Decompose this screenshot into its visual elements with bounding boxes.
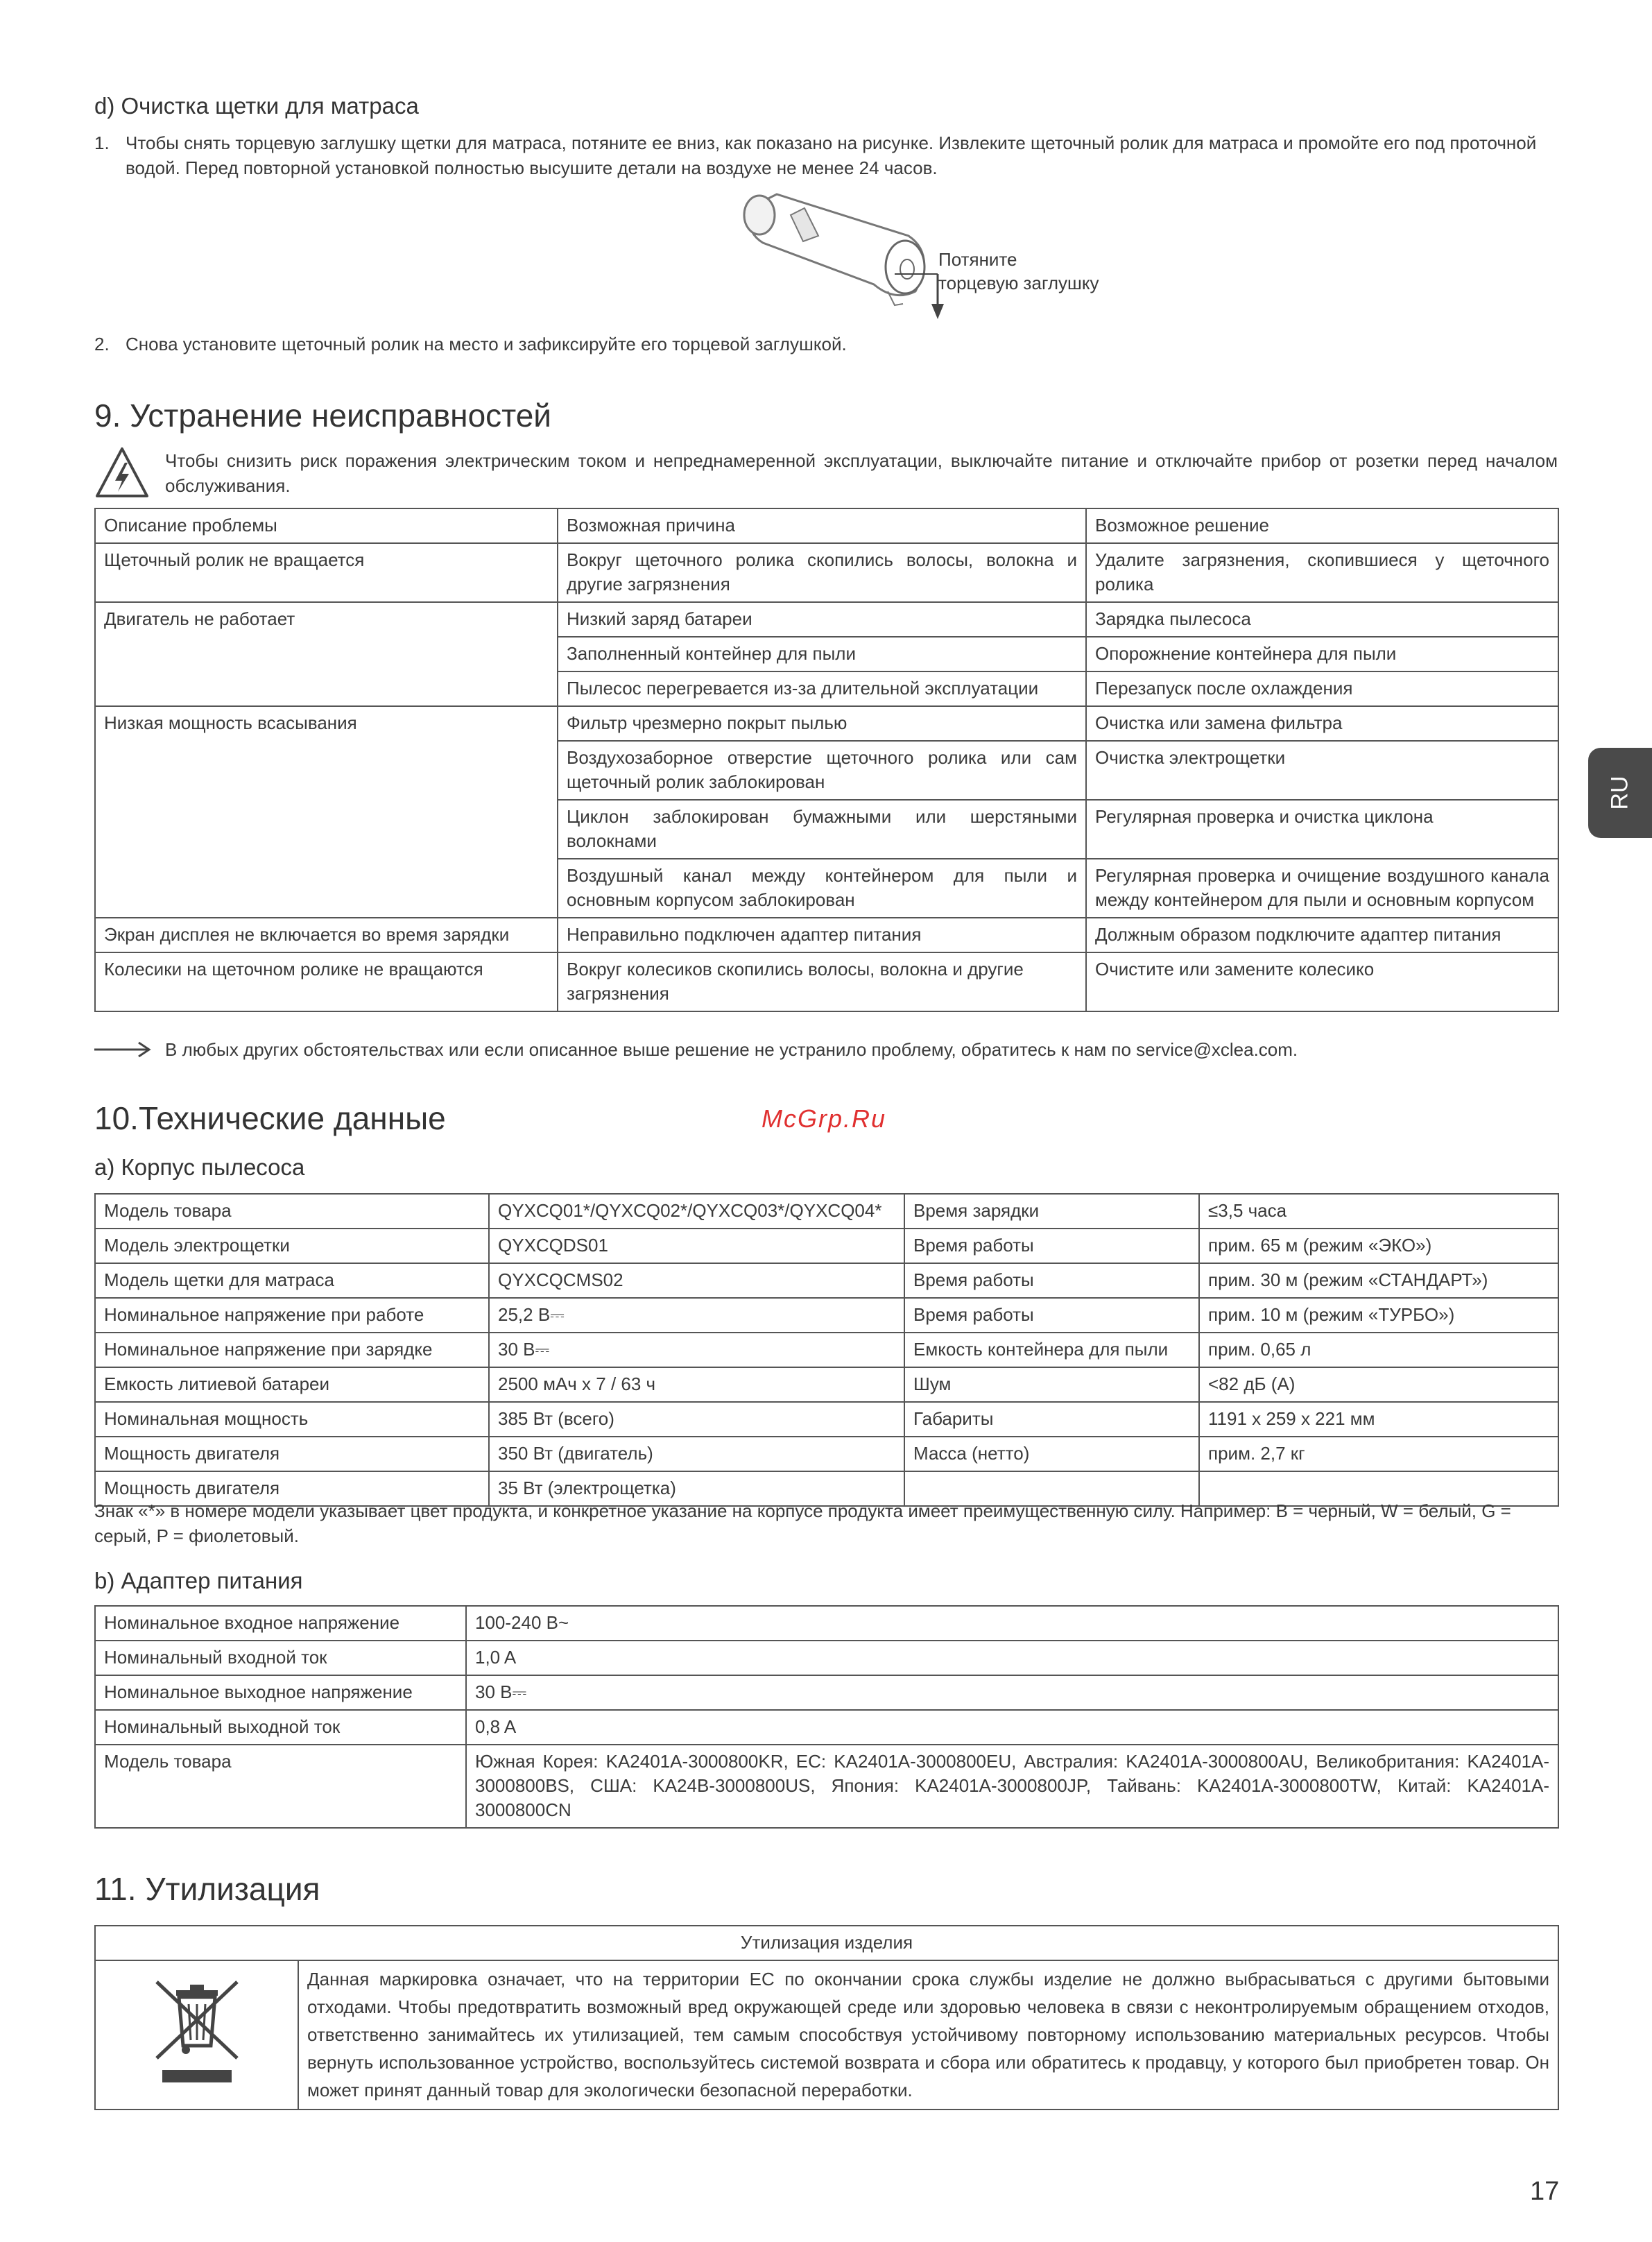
solution-cell: Очистка электрощетки	[1086, 741, 1558, 800]
table-row	[95, 602, 1558, 637]
service-note: В любых других обстоятельствах или если описанное выше решение не устранило проблему, обратитесь к нам по service@xclea.com.	[165, 1039, 1298, 1060]
spec-cell: Номинальное напряжение при работе	[95, 1298, 489, 1333]
spec-cell: прим. 0,65 л	[1199, 1333, 1558, 1367]
adapter-cell: 0,8 A	[466, 1710, 1558, 1745]
disposal-text: Данная маркировка означает, что на территории ЕС по окончании срока службы изделие не должно выбрасываться с другими бытовыми отходами. Чтобы предотвратить возможный вред окружающей среде или здоровью человека в связи с неконтролируемым обращением отходов, ответственно занимайтесь их утилизацией, тем самым способствуя устойчивому повторному использованию материальных ресурсов. Чтобы вернуть использованное устройство, воспользуйтесь системой возврата и сбора или обратитесь к продавцу, у которого был приобретен товар. Он может принят данный товар для экологически безопасной переработки.	[298, 1960, 1558, 2110]
disposal-table	[94, 1925, 1559, 2110]
spec-cell: прим. 30 м (режим «СТАНДАРТ»)	[1199, 1263, 1558, 1298]
spec-cell: QYXCQ01*/QYXCQ02*/QYXCQ03*/QYXCQ04*	[489, 1194, 904, 1229]
spec-cell: Время работы	[904, 1263, 1199, 1298]
table-header-row	[95, 508, 1558, 543]
solution-cell: Опорожнение контейнера для пыли	[1086, 637, 1558, 671]
header-cause: Возможная причина	[558, 508, 1086, 543]
spec-row	[95, 1402, 1558, 1437]
problem-cell: Колесики на щеточном ролике не вращаются	[95, 952, 558, 1011]
spec-cell: Мощность двигателя	[95, 1437, 489, 1471]
cause-cell: Циклон заблокирован бумажными или шерстяными волокнами	[558, 800, 1086, 859]
solution-cell: Должным образом подключите адаптер питания	[1086, 918, 1558, 952]
spec-row	[95, 1437, 1558, 1471]
header-solution: Возможное решение	[1086, 508, 1558, 543]
cause-cell: Заполненный контейнер для пыли	[558, 637, 1086, 671]
spec-cell: 2500 мАч x 7 / 63 ч	[489, 1367, 904, 1402]
step2-number: 2.	[94, 334, 110, 354]
spec-row	[95, 1194, 1558, 1229]
cause-cell: Воздухозаборное отверстие щеточного ролика или сам щеточный ролик заблокирован	[558, 741, 1086, 800]
troubleshooting-table	[94, 508, 1559, 1012]
adapter-row	[95, 1710, 1558, 1745]
section11-title: 11. Утилизация	[94, 1871, 320, 1907]
adapter-row	[95, 1675, 1558, 1710]
solution-cell: Очистите или замените колесико	[1086, 952, 1558, 1011]
solution-cell: Регулярная проверка и очистка циклона	[1086, 800, 1558, 859]
spec-cell: ≤3,5 часа	[1199, 1194, 1558, 1229]
spec-cell: Модель электрощетки	[95, 1229, 489, 1263]
model-note: Знак «*» в номере модели указывает цвет продукта, и конкретное указание на корпусе продукта имеет преимущественную силу. Например: B = черный, W = белый, G = серый, P = фиолетовый.	[94, 1500, 1511, 1546]
subsection-a-title: a) Корпус пылесоса	[94, 1154, 305, 1180]
cause-cell: Вокруг щеточного ролика скопились волосы, волокна и другие загрязнения	[558, 543, 1086, 602]
step2-text: Снова установите щеточный ролик на место и зафиксируйте его торцевой заглушкой.	[126, 334, 847, 354]
cause-cell: Пылесос перегревается из-за длительной эксплуатации	[558, 671, 1086, 706]
section-d-title: d) Очистка щетки для матраса	[94, 93, 419, 119]
table-row	[95, 1960, 1558, 2110]
crossed-bin-icon	[148, 1976, 246, 2087]
solution-cell: Удалите загрязнения, скопившиеся у щеточного ролика	[1086, 543, 1558, 602]
table-header-row	[95, 1926, 1558, 1960]
adapter-cell: Номинальный входной ток	[95, 1641, 466, 1675]
adapter-cell: Южная Корея: KA2401A-3000800KR, ЕС: KA2401A-3000800EU, Австралия: KA2401A-3000800AU, Великобритания: KA2401A-3000800BS, США: KA24B-3000800US, Япония: KA2401A-3000800JP, Тайвань: KA2401A-3000800TW, Китай: KA2401A-3000800CN	[466, 1745, 1558, 1828]
adapter-table	[94, 1605, 1559, 1829]
spec-cell: Время зарядки	[904, 1194, 1199, 1229]
adapter-cell: 1,0 A	[466, 1641, 1558, 1675]
spec-cell: QYXCQCMS02	[489, 1263, 904, 1298]
weee-cell	[95, 1960, 298, 2110]
spec-cell: Емкость литиевой батареи	[95, 1367, 489, 1402]
cause-cell: Вокруг колесиков скопились волосы, волокна и другие загрязнения	[558, 952, 1086, 1011]
spec-cell: прим. 2,7 кг	[1199, 1437, 1558, 1471]
spec-cell: 25,2 В⎓	[489, 1298, 904, 1333]
spec-row	[95, 1229, 1558, 1263]
step1-text: Чтобы снять торцевую заглушку щетки для матраса, потяните ее вниз, как показано на рисунке. Извлеките щеточный ролик для матраса и промойте его под проточной водой. Перед повторной установкой полностью высушите детали на воздухе не менее 24 часов.	[126, 132, 1537, 178]
language-tab-label: RU	[1606, 776, 1633, 810]
solution-cell: Регулярная проверка и очищение воздушного канала между контейнером для пыли и основным корпусом	[1086, 859, 1558, 918]
spec-cell: Габариты	[904, 1402, 1199, 1437]
spec-cell: Модель щетки для матраса	[95, 1263, 489, 1298]
spec-row	[95, 1333, 1558, 1367]
spec-cell: 35 Вт (электрощетка)	[489, 1471, 904, 1506]
spec-cell: Номинальная мощность	[95, 1402, 489, 1437]
watermark-text: McGrp.Ru	[762, 1104, 887, 1133]
table-row	[95, 918, 1558, 952]
cause-cell: Воздушный канал между контейнером для пыли и основным корпусом заблокирован	[558, 859, 1086, 918]
adapter-row	[95, 1606, 1558, 1641]
warning-text: Чтобы снизить риск поражения электрическим током и непреднамеренной эксплуатации, выключайте питание и отключайте прибор от розетки перед началом обслуживания.	[165, 450, 1558, 496]
adapter-cell: 100-240 В~	[466, 1606, 1558, 1641]
problem-cell: Двигатель не работает	[95, 602, 558, 706]
spec-cell: 350 Вт (двигатель)	[489, 1437, 904, 1471]
subsection-b-title: b) Адаптер питания	[94, 1568, 303, 1593]
electric-hazard-icon	[94, 446, 150, 500]
table-row	[95, 543, 1558, 602]
section10-title: 10.Технические данные	[94, 1100, 446, 1136]
section9-title: 9. Устранение неисправностей	[94, 397, 551, 434]
table-row	[95, 952, 1558, 1011]
adapter-cell: Номинальный выходной ток	[95, 1710, 466, 1745]
table-row	[95, 706, 1558, 741]
spec-cell: Время работы	[904, 1229, 1199, 1263]
adapter-row	[95, 1745, 1558, 1828]
language-tab	[1588, 748, 1652, 838]
figure-label-line1: Потяните	[938, 249, 1017, 270]
spec-cell: прим. 65 м (режим «ЭКО»)	[1199, 1229, 1558, 1263]
header-problem: Описание проблемы	[95, 508, 558, 543]
spec-cell: Номинальное напряжение при зарядке	[95, 1333, 489, 1367]
spec-cell: Мощность двигателя	[95, 1471, 489, 1506]
solution-cell: Очистка или замена фильтра	[1086, 706, 1558, 741]
problem-cell: Щеточный ролик не вращается	[95, 543, 558, 602]
cause-cell: Неправильно подключен адаптер питания	[558, 918, 1086, 952]
spec-cell: Шум	[904, 1367, 1199, 1402]
problem-cell: Экран дисплея не включается во время зарядки	[95, 918, 558, 952]
spec-cell: 1191 x 259 x 221 мм	[1199, 1402, 1558, 1437]
solution-cell: Зарядка пылесоса	[1086, 602, 1558, 637]
spec-cell: Масса (нетто)	[904, 1437, 1199, 1471]
adapter-cell: Номинальное входное напряжение	[95, 1606, 466, 1641]
adapter-cell: Номинальное выходное напряжение	[95, 1675, 466, 1710]
spec-cell: Время работы	[904, 1298, 1199, 1333]
solution-cell: Перезапуск после охлаждения	[1086, 671, 1558, 706]
spec-cell: 30 В⎓	[489, 1333, 904, 1367]
arrow-right-icon	[94, 1041, 151, 1059]
page-number: 17	[1530, 2177, 1560, 2206]
cause-cell: Низкий заряд батареи	[558, 602, 1086, 637]
step1-number: 1.	[94, 132, 110, 153]
spec-cell: прим. 10 м (режим «ТУРБО»)	[1199, 1298, 1558, 1333]
mattress-brush-illustration	[721, 187, 971, 326]
disposal-header: Утилизация изделия	[95, 1926, 1558, 1960]
adapter-cell: Модель товара	[95, 1745, 466, 1828]
spec-row	[95, 1367, 1558, 1402]
spec-cell: Емкость контейнера для пыли	[904, 1333, 1199, 1367]
spec-cell: QYXCQDS01	[489, 1229, 904, 1263]
specs-table	[94, 1193, 1559, 1507]
adapter-row	[95, 1641, 1558, 1675]
spec-cell: 385 Вт (всего)	[489, 1402, 904, 1437]
problem-cell: Низкая мощность всасывания	[95, 706, 558, 918]
spec-row	[95, 1298, 1558, 1333]
figure-label-line2: торцевую заглушку	[938, 273, 1099, 293]
spec-cell: Модель товара	[95, 1194, 489, 1229]
spec-row	[95, 1263, 1558, 1298]
spec-cell: <82 дБ (A)	[1199, 1367, 1558, 1402]
adapter-cell: 30 В⎓	[466, 1675, 1558, 1710]
cause-cell: Фильтр чрезмерно покрыт пылью	[558, 706, 1086, 741]
